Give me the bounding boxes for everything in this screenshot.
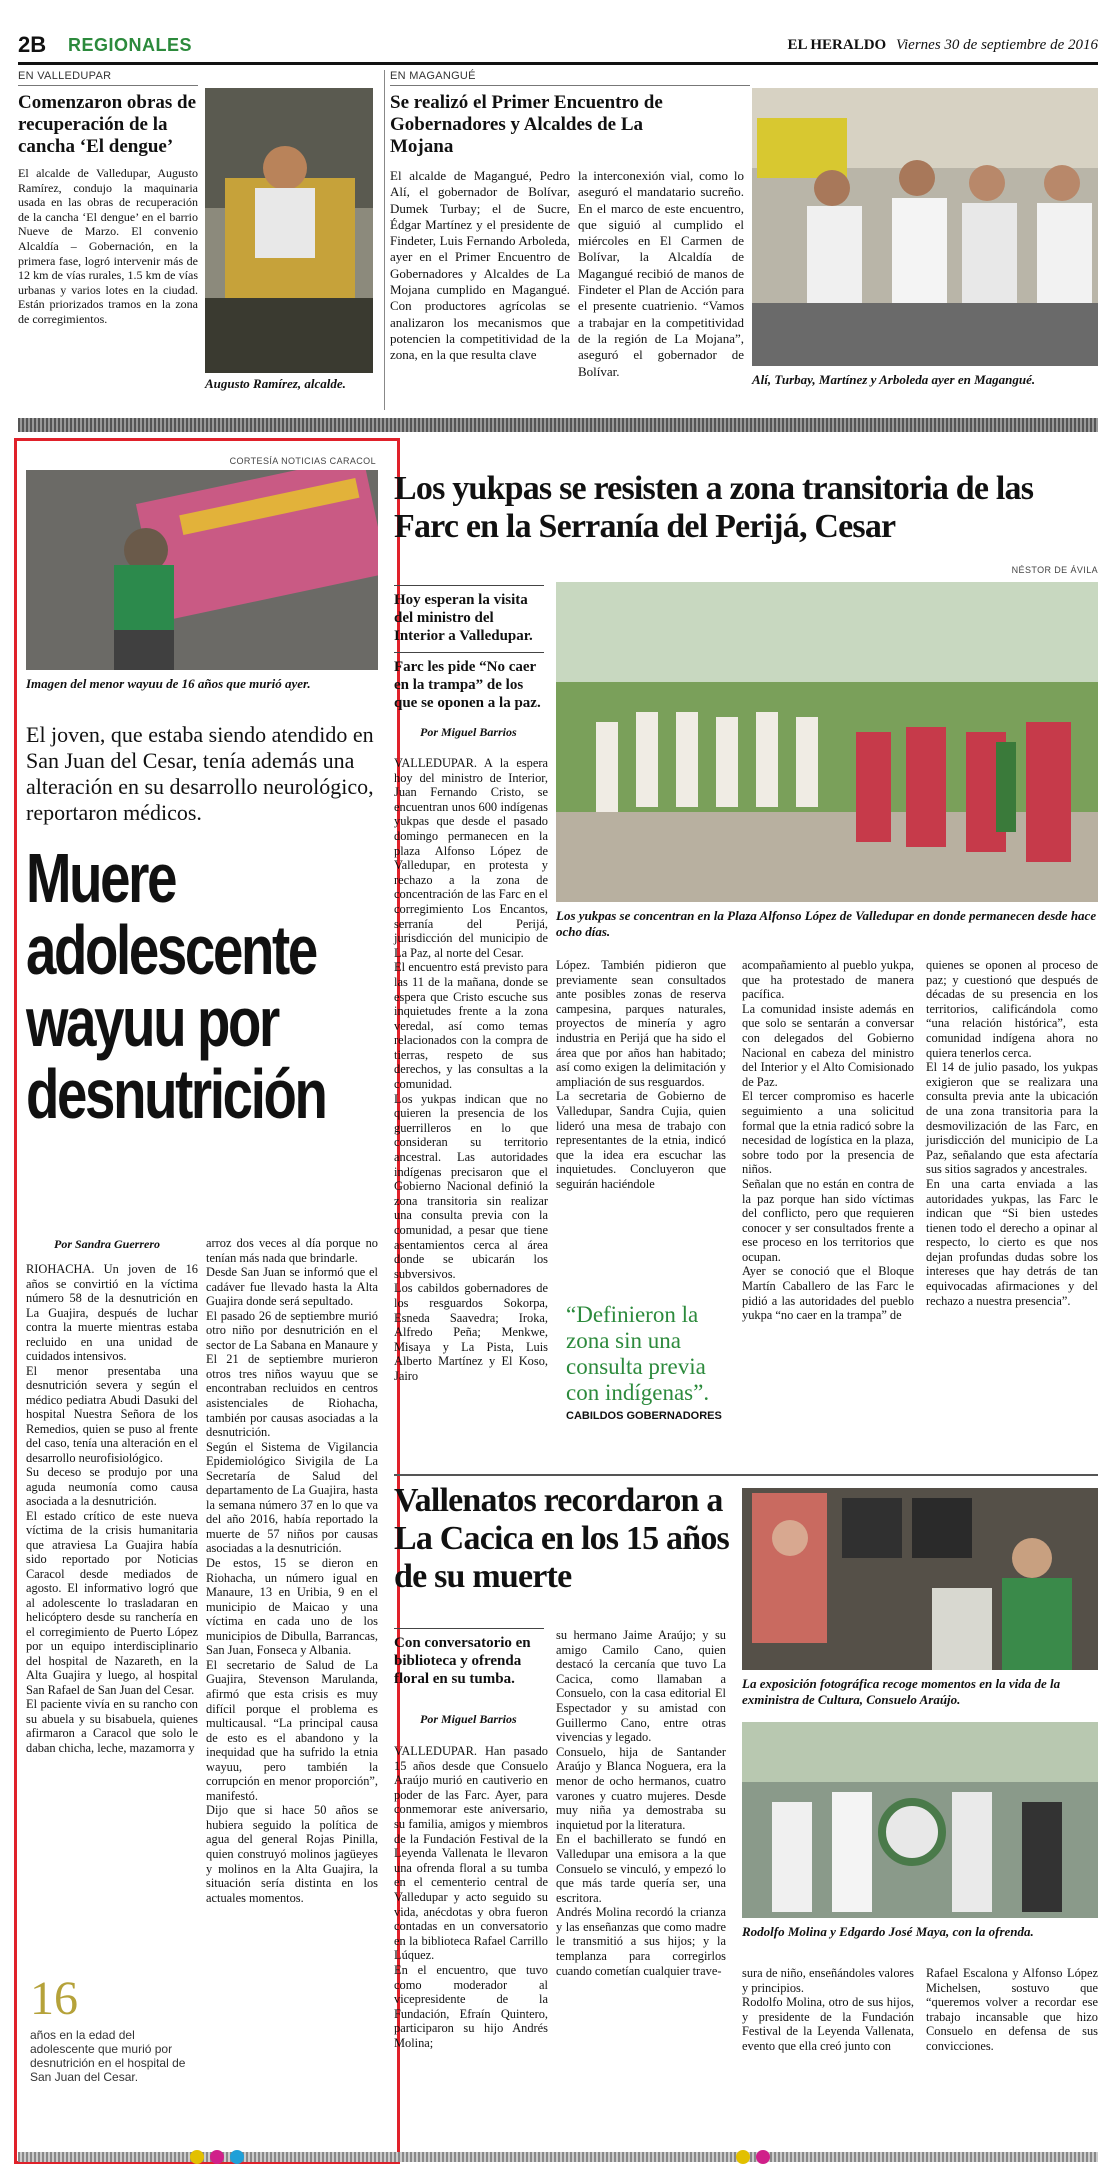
story-obras — [18, 70, 198, 327]
section-divider — [18, 418, 1098, 432]
stat-number: 16 — [30, 1972, 78, 2025]
headline-line: adolescente — [26, 911, 316, 989]
newspaper-name: EL HERALDO — [787, 36, 887, 53]
stat-text: años en la edad del adolescente que murió por desnutrición en el hospital de San Juan del Cesar. — [30, 2028, 186, 2084]
photo-credit: NÉSTOR DE ÁVILA — [1011, 565, 1098, 575]
story-col-3: sura de niño, enseñándoles valores y principios. Rodolfo Molina, otro de sus hijos, y presidente de la Fundación Festival de la Leyenda Vallenata, evento que ella creó junto con — [742, 1966, 914, 2053]
story-category: EN MAGANGUÉ — [390, 70, 476, 82]
story-category: EN VALLEDUPAR — [18, 70, 112, 82]
print-registration-bar — [18, 2152, 1098, 2162]
issue-date: Viernes 30 de septiembre de 2016 — [895, 36, 1098, 53]
story-summary: Hoy esperan la visita del ministro del Interior a Valledupar. — [394, 585, 544, 645]
story-col-1: El alcalde de Magangué, Pedro Alí, el gobernador de Bolívar, Dumek Turbay; el de Sucre, Édgar Martínez y el presidente de Findeter, Luis Fernando Arboleda, ayer en el Primer Encuentro de Gobernadores y Alcaldes de La Mojana cumplido en Magangué. Con productores agrícolas se analizaron los mecanismos que potencien la competitividad de la zona, en la que resulta clave — [390, 168, 570, 363]
story-deck: El joven, que estaba siendo atendido en San Juan del Cesar, tenía además una alteración en su desarrollo neurológico, reportaron médicos. — [26, 722, 374, 825]
headline-line: wayuu por — [26, 983, 278, 1061]
photo-caption: Alí, Turbay, Martínez y Arboleda ayer en Magangué. — [752, 372, 1036, 387]
byline: Por Miguel Barrios — [420, 725, 517, 739]
registration-dot — [756, 2150, 770, 2164]
story-body: El alcalde de Valledupar, Augusto Ramírez, condujo la maquinaria usada en las obras de recuperación de la cancha ‘El dengue’ en el barrio Nueve de Marzo. El convenio Alcaldía – Gobernación, en la primera fase, logró intervenir más de 12 km de vías rurales, 1.5 km de vías urbanas y varios lotes en la ciudad. Están priorizados tramos en la zona de corregimientos. — [18, 166, 198, 326]
pull-quote — [566, 1302, 726, 1422]
quote-source: CABILDOS GOBERNADORES — [566, 1410, 722, 1422]
byline: Por Sandra Guerrero — [54, 1237, 161, 1251]
story-headline[interactable]: Los yukpas se resisten a zona transitoria de las Farc en la Serranía del Perijá, Cesar — [394, 470, 1034, 545]
story-headline[interactable]: Vallenatos recordaron a La Cacica en los 15 años de su muerte — [394, 1482, 729, 1595]
section-name[interactable]: REGIONALES — [68, 34, 193, 55]
story-summary: Con conversatorio en biblioteca y ofrenda floral en su tumba. — [394, 1628, 544, 1688]
story-col-2: López. También pidieron que previamente sean consultados ante posibles zonas de reserva campesina, parques naturales, proyectos de minería y agro industria en Perijá que ha sido el área que por años han habitado; así como exigen la delimitación y ampliación de sus resguardos. La secretaria de Gobierno de Valledupar, Sandra Cujia, quien lideró una mesa de trabajo con representantes de la etnia, indicó que la idea era escuchar las inquietudes. Concluyeron que seguirán haciéndole — [556, 958, 726, 1191]
story-col-1: RIOHACHA. Un joven de 16 años se convirtió en la víctima número 58 de la desnutrición en La Guajira, después de luchar contra la muerte mientras estaba recluido en una unidad de cuidados intensivos. El menor presentaba una desnutrición severa y según el médico pediatra Abudi Dasuki del hospital Nuestra Señora de los Remedios, quien se puso al frente del caso, tenía una alteración en el desarrollo neurofisiológico. Su deceso se produjo por una aguda neumonía como causa asociada a la desnutrición. El estado crítico de este nueva víctima de la crisis humanitaria que atraviesa La Guajira había sido reportado por Noticias Caracol desde mediados de agosto. El informativo logró que al adolescente lo trasladaran en helicóptero desde su ranchería en el corregimiento de Puerto López por un equipo interdisciplinario del hospital de Nazareth, en la Alta Guajira y luego, al hospital San Rafael de San Juan del Cesar. El paciente vivía en su rancho con su abuela y su bisabuela, quienes afirmaron a Caracol que solo le daban chicha, leche, mazamorra y — [26, 1262, 198, 1755]
photo-alcalde — [205, 88, 373, 373]
photo-credit: CORTESÍA NOTICIAS CARACOL — [229, 456, 376, 466]
photo-wayuu-boy — [26, 470, 378, 670]
photo-caption: Augusto Ramírez, alcalde. — [205, 376, 346, 391]
registration-dot — [736, 2150, 750, 2164]
story-col-2: la interconexión vial, como lo aseguró el mandatario sucreño. En el marco de este encuentro, que siguió al cumplido el miércoles en El Carmen de Bolívar, la Alcaldía de Magangué recibió de manos de Findeter el Plan de Acción para el presente cuatrienio. “Vamos a trabajar en la competitividad de la región de La Mojana”, aseguró el gobernador de Bolívar. — [578, 168, 744, 379]
headline-line: Muere — [26, 839, 176, 917]
photo-caption: La exposición fotográfica recoge momentos en la vida de la exministra de Cultura, Consuelo Araújo. — [742, 1676, 1061, 1707]
photo-caption: Imagen del menor wayuu de 16 años que murió ayer. — [26, 676, 311, 691]
story-col-4: Rafael Escalona y Alfonso López Michelsen, sostuvo que “queremos volver a recordar ese trabajo incansable que hizo Consuelo en defensa de sus convicciones. — [926, 1966, 1098, 2053]
story-col-1: VALLEDUPAR. A la espera hoy del ministro de Interior, Juan Fernando Cristo, se encuentran unos 600 indígenas yukpas que desde el pasado domingo permanecen en la plaza Alfonso López de Valledupar, en protesta y rechazo a la zona de concentración de las Farc en el corregimiento Los Encantos, serranía del Perijá, jurisdicción del municipio de La Paz, al norte del Cesar. El encuentro está previsto para las 11 de la mañana, donde se espera que Cristo escuche sus inquietudes frente a la zona veredal, así como temas relacionados con la compra de tierras, respeto de sus derechos, y las consultas a la comunidad. Los yukpas indican que no quieren la presencia de los guerrilleros en lo que consideran su territorio ancestral. Las autoridades indígenas precisaron que el Gobierno Nacional definió la zona transitoria sin realizar una consulta previa con la comunidad, a pesar que tiene asentamientos cerca al área donde se ubicarán los subversivos. Los cabildos gobernadores de los resguardos Sokorpa, Esneda Saavedra; Iroka, Alfredo Peña; Menkwe, Misaya y La Pista, Luis Alberto Martínez y El Koso, Jairo — [394, 756, 548, 1383]
story-col-1: VALLEDUPAR. Han pasado 15 años desde que Consuelo Araújo murió en cautiverio en poder de las Farc. Ayer, para conmemorar este aniversario, su familia, amigos y miembros de la Fundación Festival de la Leyenda Vallenata le llevaron una ofrenda floral a su tumba en el cementerio central de Valledupar y acto seguido su vida, anécdotas y obra fueron contadas en un conversatorio en la biblioteca Rafael Carrillo Lúquez. En el encuentro, que tuvo como moderador al vicepresidente de la Fundación, Efraín Quintero, participaron su hijo Andrés Molina; — [394, 1744, 548, 2050]
photo-encuentro — [752, 88, 1098, 366]
story-col-2: arroz dos veces al día porque no tenían más nada que brindarle. Desde San Juan se informó que el cadáver fue llevado hasta la Alta Guajira donde será sepultado. El pasado 26 de septiembre murió otro niño por desnutrición en el sector de La Sabana en Manaure y El 21 de septiembre murieron otros tres niños wayuu que se encontraban recluidos en centros asistenciales de Riohacha, también por causas asociadas a la desnutrición. Según el Sistema de Vigilancia Epidemiológico Sivigila de La Secretaría de Salud del departamento de La Guajira, hasta la semana número 37 en lo que va del año 2016, había reportado la muerte de 57 niños por causas asociadas a la desnutrición. De estos, 15 se dieron en Riohacha, un número igual en Manaure, 13 en Uribia, 9 en el municipio de Maicao y una víctima en cada uno de los municipios de Dibulla, Barrancas, San Juan, Fonseca y Albania. El secretario de Salud de La Guajira, Stevenson Marulanda, afirmó que esta crisis es muy difícil porque el problema es multicausal. “La principal causa de esto es el abandono y la inequidad que ha sufrido la etnia wayuu, pero también la corrupción en menor proporción”, manifestó. Dijo que si hace 50 años se hubiera seguido la política de agua del general Rojas Pinilla, quien construyó molinos jagüeyes y molinos en la Alta Guajira, la situación sería distinta en los actuales momentos. — [206, 1236, 378, 1905]
story-col-4: quienes se oponen al proceso de paz; y cuestionó que después de décadas de su presencia en los territorios, calificándola como “una relación histórica”, esta comunidad indígena ahora no quiera tenerlos cerca. El 14 de julio pasado, los yukpas exigieron que se realizara una consulta previa ante la ubicación de una zona transitoria para la desmovilización de las Farc, en jurisdicción del municipio de La Paz, señalando que esta afectaría sus sitios sagrados y ancestrales. En una carta enviada a las autoridades yukpas, las Farc le indican que “Si bien ustedes tienen todo el derecho a opinar al respecto, lo cierto es que nos dejan profundas dudas sobre los intereses que hay detrás de tan equivocadas afirmaciones y del rechazo a nuestra presencia”. — [926, 958, 1098, 1308]
photo-exposicion — [742, 1488, 1098, 1670]
registration-dot — [230, 2150, 244, 2164]
quote-text: “Definieron la zona sin una consulta previa con indígenas”. — [566, 1302, 710, 1405]
story-col-3: acompañamiento al pueblo yukpa, que ha protestado de manera pacífica. La comunidad insiste además en que solo se sentarán a conversar con delegados del Gobierno Nacional en cabeza del ministro del Interior y el Alto Comisionado de Paz. El tercer compromiso es hacerle seguimiento a una solicitud formal que la etnia radicó sobre la necesidad de logística en la plaza, sobre todo por la presencia de niños. Señalan que no están en contra de la paz porque han sido víctimas del conflicto, pero que requieren conocer y ser consultados frente a ese proceso en los territorios que ocupan. Ayer se conoció que el Bloque Martín Caballero de las Farc le pidió a las autoridades del pueblo yukpa “no caer en la trampa” de — [742, 958, 914, 1323]
masthead-date — [787, 37, 1098, 54]
story-mojana — [390, 70, 750, 158]
story-col-2: su hermano Jaime Araújo; y su amigo Camilo Cano, quien destacó la cercanía que tuvo La Cacica, como llamaban a Consuelo, con la casa editorial El Espectador y su amistad con Guillermo Cano, entre otras vivencias y legado. Consuelo, hija de Santander Araújo y Blanca Noguera, era la menor de ocho hermanos, cuatro varones y cuatro mujeres. Desde muy niña ya demostraba su inquietud por la literatura. En el bachillerato se fundó en Valledupar una emisora a la que Consuelo se vinculó, y empezó lo que más tarde quería ser, una escritora. Andrés Molina recordó la crianza y las enseñanzas que como madre le transmitió a sus hijos; y la templanza para corregirlos cuando cometían cualquier trave- — [556, 1628, 726, 1978]
photo-caption: Los yukpas se concentran en la Plaza Alfonso López de Valledupar en donde permanecen desde hace ocho días. — [556, 908, 1097, 939]
story-summary: Farc les pide “No caer en la trampa” de los que se oponen a la paz. — [394, 652, 544, 712]
registration-dot — [210, 2150, 224, 2164]
header-rule — [18, 62, 1098, 65]
byline: Por Miguel Barrios — [420, 1712, 517, 1726]
story-title[interactable]: Se realizó el Primer Encuentro de Gobernadores y Alcaldes de La Mojana — [390, 92, 663, 157]
page-header — [18, 30, 1098, 60]
headline-line: desnutrición — [26, 1055, 326, 1133]
registration-dot — [190, 2150, 204, 2164]
story-title[interactable]: Comenzaron obras de recuperación de la cancha ‘El dengue’ — [18, 92, 197, 157]
page-number: 2B — [18, 32, 47, 57]
photo-ofrenda — [742, 1722, 1098, 1918]
photo-caption: Rodolfo Molina y Edgardo José Maya, con la ofrenda. — [742, 1924, 1034, 1939]
photo-yukpas — [556, 582, 1098, 902]
